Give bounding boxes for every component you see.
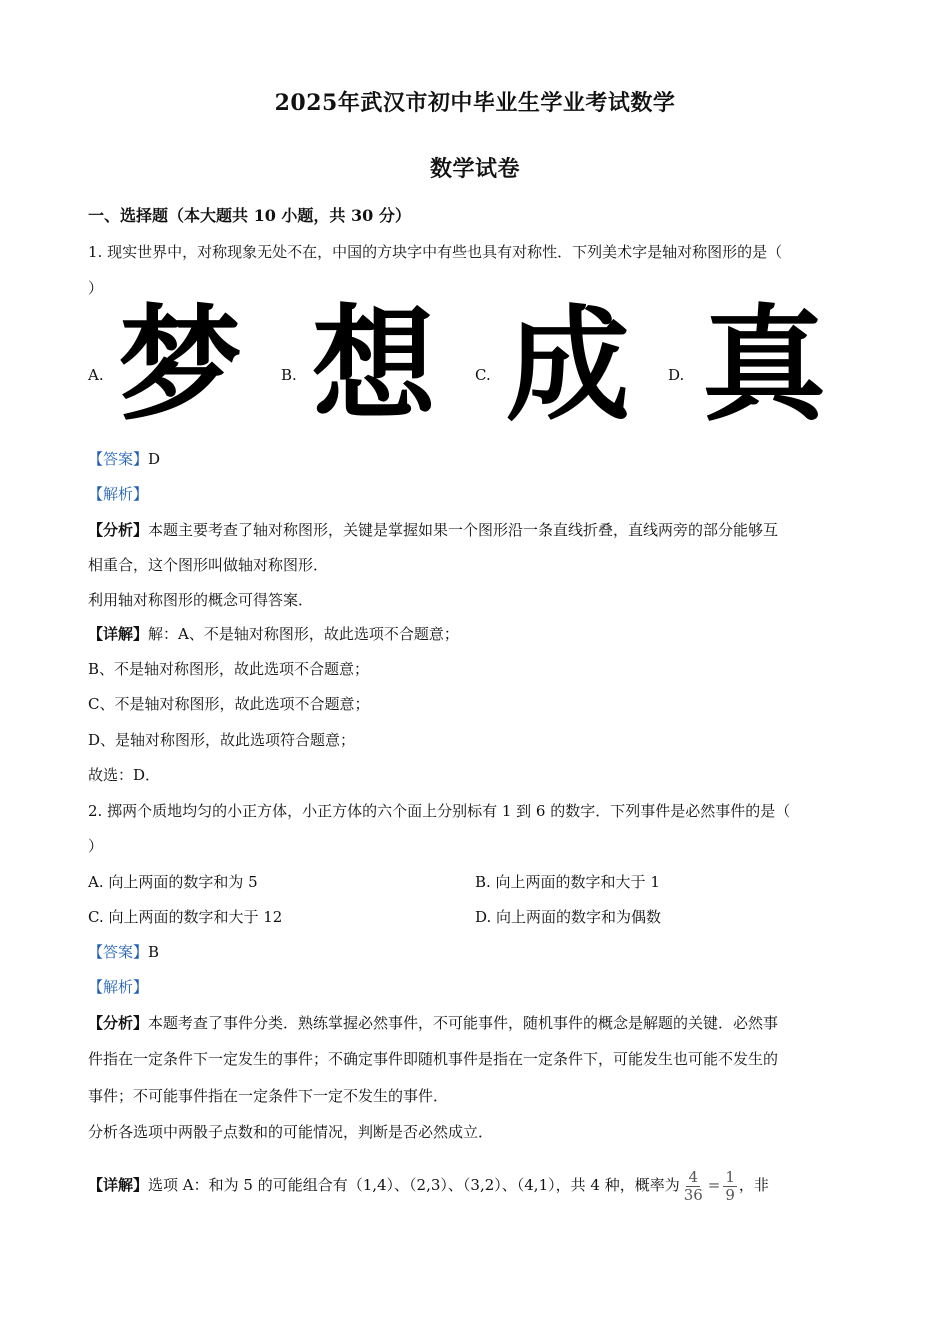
q1-detail-line4: D、是轴对称图形，故此选项符合题意；: [88, 731, 356, 749]
q1-detail-line5: 故选：D．: [88, 766, 161, 784]
q2-option-a: A. 向上两面的数字和为 5: [88, 873, 258, 891]
q1-option-a-glyph: 梦: [118, 294, 243, 438]
fraction-4-36: [682, 1169, 705, 1204]
q2-detail-tail: ，非: [738, 1176, 769, 1194]
q1-option-d-glyph: 真: [702, 294, 827, 438]
q1-option-a-label: A.: [88, 366, 104, 384]
q2-analysis-tag: 【解析】: [88, 978, 149, 996]
q1-option-b-label: B.: [281, 366, 297, 384]
q2-detail-line1: [88, 1165, 862, 1205]
q1-option-c-glyph: 成: [506, 294, 631, 438]
q2-fenxi-line4: 分析各选项中两骰子点数和的可能情况，判断是否必然成立．: [88, 1123, 494, 1141]
fraction-denominator: 9: [725, 1185, 735, 1204]
q2-stem-line2: ）: [88, 837, 104, 855]
q1-option-c-label: C.: [475, 366, 491, 384]
q1-stem-line2: ）: [88, 279, 104, 297]
q1-fenxi-text1: 本题主要考查了轴对称图形，关键是掌握如果一个图形沿一条直线折叠，直线两旁的部分能够互: [148, 521, 779, 539]
q2-option-c: C. 向上两面的数字和大于 12: [88, 908, 283, 926]
q2-stem-line1: 2. 掷两个质地均匀的小正方体，小正方体的六个面上分别标有 1 到 6 的数字．下列事件是必然事件的是（: [88, 802, 791, 820]
q1-detail-line3: C、不是轴对称图形，故此选项不合题意；: [88, 695, 370, 713]
q2-answer-tag: 【答案】: [88, 943, 149, 961]
q2-option-b: B. 向上两面的数字和大于 1: [475, 873, 660, 891]
q1-fenxi-line1: [88, 520, 862, 540]
q1-fenxi-line2: 相重合，这个图形叫做轴对称图形．: [88, 556, 329, 574]
section-heading: 一、选择题（本大题共 10 小题，共 30 分）: [88, 206, 411, 225]
q1-answer-value: D: [148, 450, 161, 468]
q2-detail-text: 选项 A：和为 5 的可能组合有（1,4）、（2,3）、（3,2）、（4,1），共 4 种，概率为: [148, 1176, 680, 1194]
q2-fenxi-line3: 事件；不可能事件指在一定条件下一定不发生的事件．: [88, 1087, 449, 1105]
q1-option-d-label: D.: [668, 366, 685, 384]
q1-fenxi-tag: 【分析】: [88, 521, 149, 539]
equals-sign: =: [707, 1176, 721, 1194]
q2-answer: [88, 942, 862, 962]
q1-detail-text1: 解：A、不是轴对称图形，故此选项不合题意；: [148, 625, 459, 643]
page-title: 2025年武汉市初中毕业生学业考试数学: [274, 90, 676, 116]
q2-fenxi-text1: 本题考查了事件分类．熟练掌握必然事件，不可能事件，随机事件的概念是解题的关键．必然事: [148, 1014, 779, 1032]
fraction-denominator: 36: [683, 1185, 703, 1204]
q1-answer-tag: 【答案】: [88, 450, 149, 468]
q2-fenxi-line1: [88, 1013, 862, 1033]
page-subtitle: 数学试卷: [429, 156, 520, 182]
q1-detail-tag: 【详解】: [88, 625, 149, 643]
q2-fenxi-tag: 【分析】: [88, 1014, 149, 1032]
q1-answer: [88, 449, 862, 469]
q2-answer-value: B: [148, 943, 160, 961]
q2-detail-tag: 【详解】: [88, 1176, 149, 1194]
q1-stem-line1: 1. 现实世界中，对称现象无处不在，中国的方块字中有些也具有对称性．下列美术字是轴对称图形的是（: [88, 243, 783, 261]
q1-analysis-tag: 【解析】: [88, 485, 149, 503]
q1-detail-line2: B、不是轴对称图形，故此选项不合题意；: [88, 660, 370, 678]
q1-fenxi-line3: 利用轴对称图形的概念可得答案．: [88, 591, 314, 609]
fraction-numerator: 1: [725, 1167, 735, 1186]
q1-detail-line1: [88, 624, 862, 644]
q2-fenxi-line2: 件指在一定条件下一定发生的事件；不确定事件即随机事件是指在一定条件下，可能发生也可能不发生的: [88, 1050, 779, 1068]
fraction-1-9: [723, 1169, 737, 1204]
fraction-numerator: 4: [688, 1167, 699, 1186]
q2-option-d: D. 向上两面的数字和为偶数: [475, 908, 662, 926]
q1-option-b-glyph: 想: [312, 294, 437, 438]
